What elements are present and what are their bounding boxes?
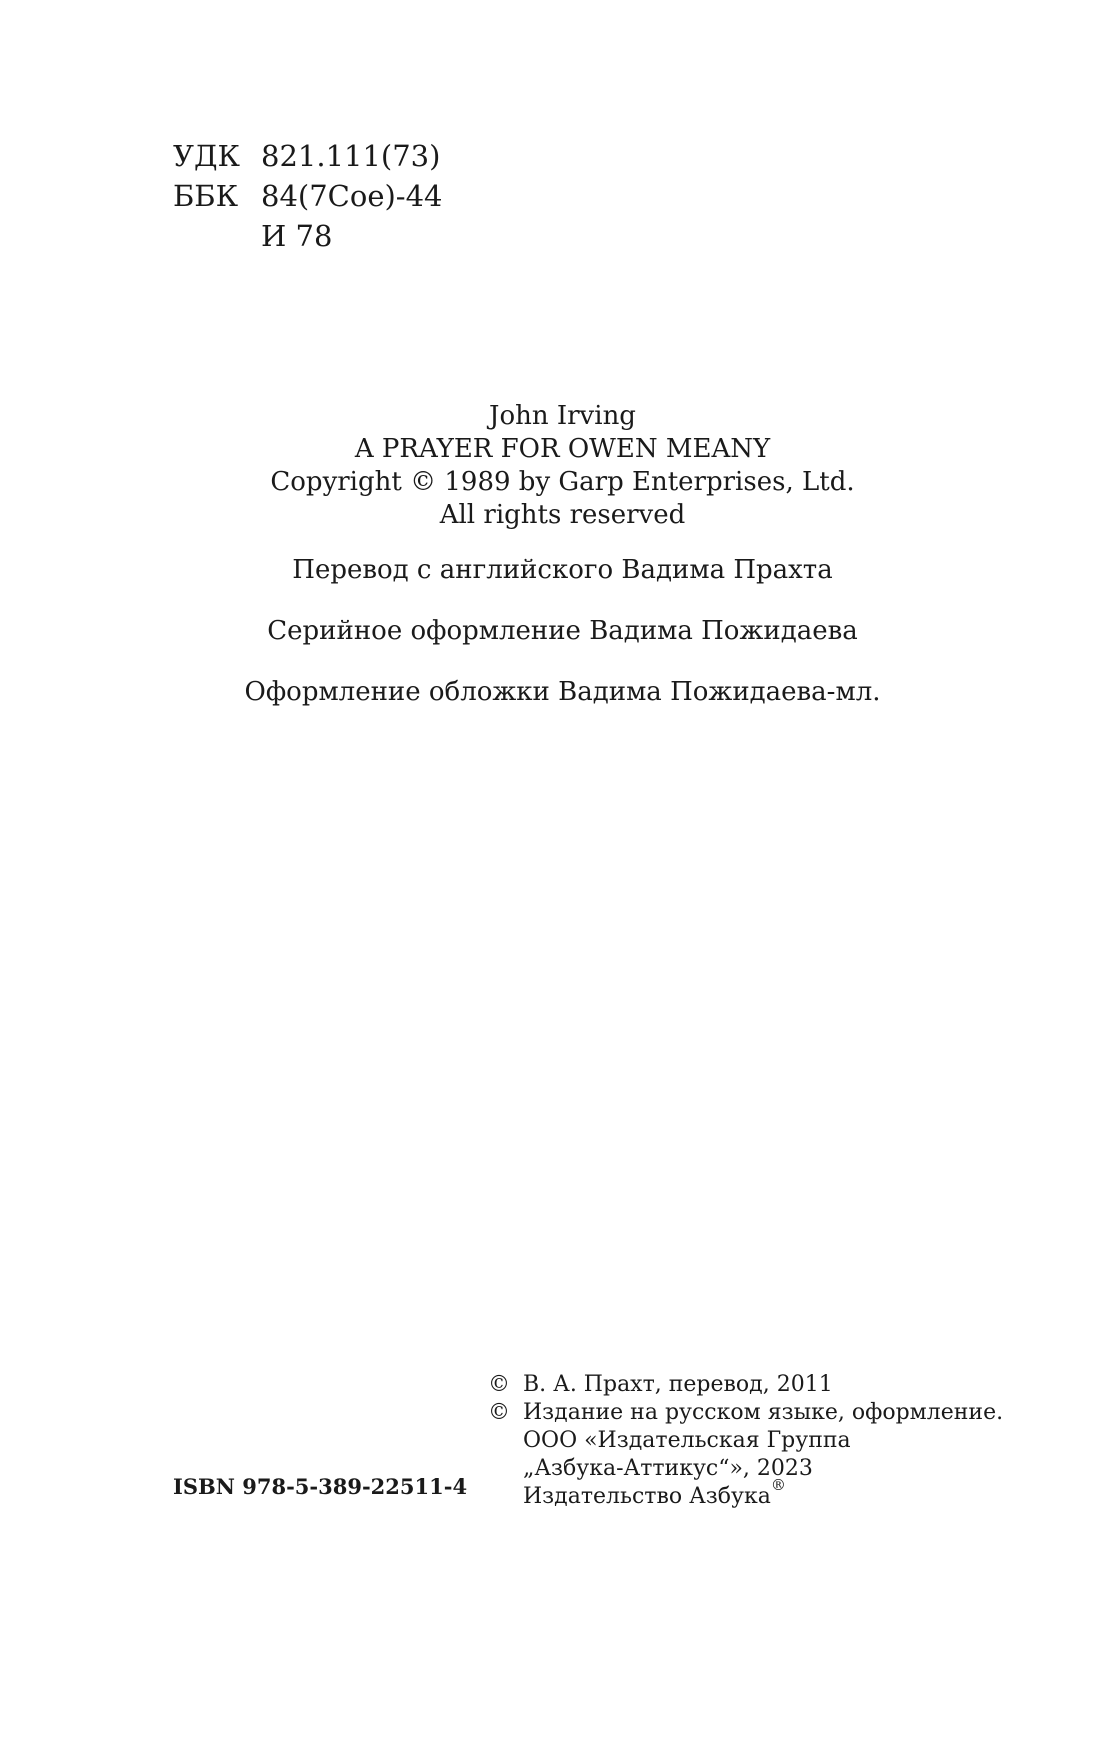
- translation-copyright: В. А. Прахт, перевод, 2011: [523, 1372, 833, 1397]
- imprint-row: [488, 1475, 1003, 1511]
- cover-design-credit: Оформление обложки Вадима Пожидаева-мл.: [244, 677, 881, 707]
- author-mark-row: [173, 216, 443, 256]
- publisher-row-1: [488, 1427, 1003, 1455]
- edition-copyright: Издание на русском языке, оформление.: [523, 1400, 1004, 1425]
- original-title: A PRAYER FOR OWEN MEANY: [354, 434, 771, 464]
- bbk-value: 84(7Сое)-44: [261, 179, 443, 213]
- publisher-name-1: ООО «Издательская Группа: [523, 1428, 851, 1453]
- classification-codes: [173, 136, 443, 256]
- copyright-notice: [488, 1371, 1003, 1511]
- edition-copyright-row: [488, 1399, 1003, 1427]
- bbk-row: [173, 176, 443, 216]
- publisher-row-2: [488, 1455, 1003, 1483]
- author-mark: И 78: [261, 219, 333, 253]
- udk-label: УДК: [173, 139, 240, 173]
- original-copyright: Copyright © 1989 by Garp Enterprises, Ltd.: [270, 467, 855, 497]
- imprint-name: Издательство Азбука: [523, 1484, 771, 1509]
- translation-credit: Перевод с английского Вадима Прахта: [292, 555, 833, 585]
- isbn: ISBN 978-5-389-22511-4: [173, 1474, 468, 1499]
- series-design-credit: Серийное оформление Вадима Пожидаева: [267, 616, 858, 646]
- original-author: John Irving: [489, 401, 636, 431]
- udk-row: [173, 136, 443, 176]
- copyright-symbol: ©: [488, 1400, 510, 1425]
- registered-mark: ®: [770, 1475, 786, 1494]
- credits-block: [0, 400, 1100, 709]
- rights-statement: All rights reserved: [439, 500, 686, 530]
- copyright-symbol: ©: [488, 1372, 510, 1397]
- publisher-name-2: „Азбука-Аттикус“», 2023: [523, 1456, 813, 1481]
- bbk-label: ББК: [173, 179, 239, 213]
- translation-copyright-row: [488, 1371, 1003, 1399]
- udk-value: 821.111(73): [261, 139, 441, 173]
